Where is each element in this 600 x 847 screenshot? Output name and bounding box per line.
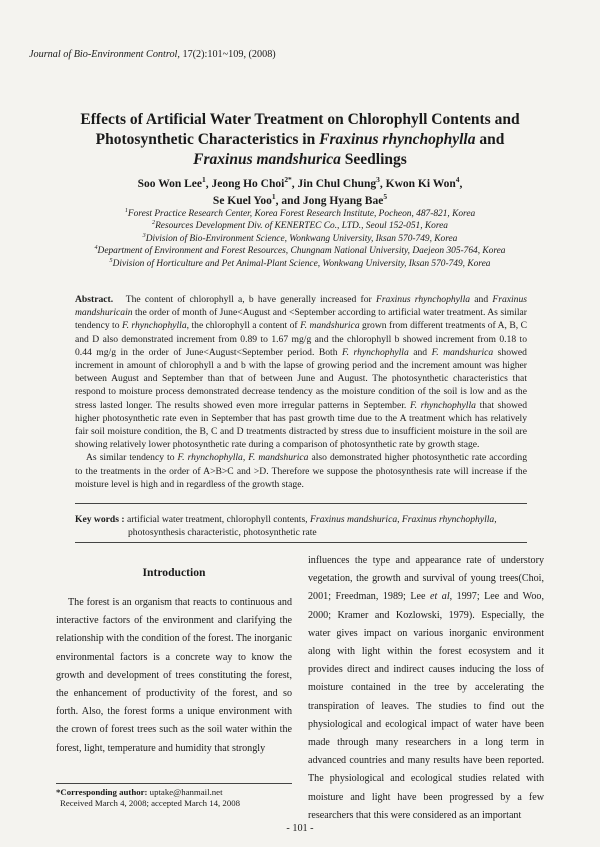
author-affiliation-mark: 1 xyxy=(271,192,276,202)
corresponding-author xyxy=(56,787,296,798)
affiliation xyxy=(20,220,580,232)
footnote-rule xyxy=(56,783,292,784)
title-line-2 xyxy=(40,130,560,150)
keyword-rule-top xyxy=(75,503,527,504)
author-name: Soo Won Lee xyxy=(137,178,202,190)
abstract-text: also demonstrated higher photosynthetic rate according to the treatments in the order of A>B>C and >D. Therefore we suppose the photosynthesis rate will increase if the moisture level is high and in regardless of the growth stage. xyxy=(75,452,527,490)
species-name: Fraxinus rhynchophylla xyxy=(401,514,495,525)
abstract-text: As similar tendency to xyxy=(86,452,178,464)
author-name: and Jong Hyang Bae xyxy=(281,195,384,207)
intro-paragraph xyxy=(56,594,292,758)
affiliation-text: Department of Environment and Forest Resources, Chungnam National University, Daejeon 305-764, Korea xyxy=(97,246,506,257)
affiliation-mark: 5 xyxy=(109,257,113,264)
species-name: Fraxinus rhynchophylla xyxy=(375,294,471,305)
species-name: Fraxinus mandshuricain xyxy=(75,294,527,319)
footnote xyxy=(56,787,296,809)
species-name: Fraxinus mandshurica xyxy=(309,514,398,525)
author-affiliation-mark: 4 xyxy=(455,175,460,185)
author-affiliation-mark: 3 xyxy=(376,175,380,185)
author-separator: , xyxy=(379,178,386,190)
affiliation xyxy=(20,245,580,257)
affiliation-text: Division of Horticulture and Pet Animal-Plant Science, Wonkwang University, Iksan 570-749, Korea xyxy=(112,258,491,269)
body-column-right xyxy=(308,552,544,825)
affiliation-mark: 1 xyxy=(124,207,128,214)
species-name: F. rhynchophylla xyxy=(342,346,409,358)
species-name: F. rhynchophylla xyxy=(177,452,243,464)
species-name: F. mandshurica xyxy=(300,320,360,332)
author-separator: , xyxy=(291,178,298,190)
affiliation-list xyxy=(20,208,580,270)
abstract-text: and xyxy=(408,346,432,358)
author-name: Kwon Ki Won xyxy=(385,178,456,190)
journal-header xyxy=(29,49,276,60)
affiliation-text: Resources Development Div. of KENERTEC Co., LTD., Seoul 152-051, Korea xyxy=(155,221,448,232)
affiliation xyxy=(20,208,580,220)
body-text: The forest is an organism that reacts to continuous and interactive factors of the environment and clarifying the relationship with the condition of the forest. The inorganic environmental factors is a concrete way to know the growth and development of trees constituting the forest, the enhancement of productivity of the forest, and so forth. Also, the forest forms a unique environment with the crown of forest trees such as the soil water within the forest, light, temperature and humidity that strongly xyxy=(56,597,292,754)
abstract-text: and xyxy=(470,294,493,305)
abstract-text: the order of month of June<August and <September according to artificial water treatment. As similar tendency to xyxy=(75,307,527,332)
title-line-3 xyxy=(40,150,560,170)
corresponding-author-label: *Corresponding author: xyxy=(56,787,148,797)
paper-title xyxy=(40,110,560,170)
species-name: F. rhynchophylla xyxy=(409,399,476,411)
author-separator: , xyxy=(459,178,463,190)
keywords-text: , xyxy=(397,514,402,525)
received-dates: Received March 4, 2008; accepted March 14, 2008 xyxy=(60,798,241,808)
author-separator: , xyxy=(275,195,282,207)
affiliation xyxy=(20,258,580,270)
title-species: Fraxinus mandshurica xyxy=(193,151,341,168)
page-number: - 101 - xyxy=(286,823,314,834)
keyword-rule-bottom xyxy=(75,542,527,543)
abstract-label: Abstract. xyxy=(75,294,114,305)
abstract-text: showed increment in amount of chlorophyll a and b with the lapse of growing period and the increment amount was higher between August and September than that of between June and August. The photosynthetic characteristics that respond to moisture process demonstrated decrease tendency as the moisture condition of the soil is low and as the stress lasted longer. The results showed even more irregular patterns in September. xyxy=(75,346,527,411)
author-affiliation-mark: 2* xyxy=(284,175,292,185)
section-heading-introduction: Introduction xyxy=(142,566,206,579)
keywords-label: Key words : xyxy=(75,514,125,525)
affiliation-text: Division of Bio-Environment Science, Wonkwang University, Iksan 570-749, Korea xyxy=(145,233,458,244)
species-name: F. mandshurica xyxy=(248,452,309,464)
author-list xyxy=(40,176,560,210)
affiliation-mark: 4 xyxy=(94,245,98,252)
abstract xyxy=(75,293,527,491)
abstract-text: that showed higher photosynthetic rate even in September that has past growth time due to the A treatment which has relatively fair soil moisture condition, the B, C and D treatments distracted by stress due to insufficient moisture in the soil are showing relatively lower photosynthetic rate during a comparison of photosynthetic rate by growth stage. xyxy=(75,399,527,451)
title-line-1: Effects of Artificial Water Treatment on Chlorophyll Contents and xyxy=(80,111,520,128)
keywords xyxy=(75,513,527,539)
affiliation-mark: 2 xyxy=(152,220,156,227)
abstract-text: , xyxy=(242,452,249,464)
title-species: Fraxinus rhynchophylla xyxy=(319,131,476,148)
species-name: et al xyxy=(429,591,450,603)
title-text: Seedlings xyxy=(340,151,407,168)
corresponding-author-email: uptake@hanmail.net xyxy=(147,787,223,797)
author-separator: , xyxy=(205,178,212,190)
journal-name: Journal of Bio-Environment Control, xyxy=(29,49,180,60)
author-line-1 xyxy=(40,176,560,193)
journal-citation: 17(2):101~109, (2008) xyxy=(182,49,276,60)
body-text: , 1997; Lee and Woo, 2000; Kramer and Kozlowski, 1979). Especially, the water gives impact on various inorganic environment along with light within the forest ecosystem and it provides direct and indirect causes inducing the loss of moisture contained in the tree by accelerating the transpiration of leaves. The studies to find out the physiological and ecological impact of water have been made through many researchers in a long term in advanced countries and many results have been reported. The physiological and ecological studies related with moisture and light have been progressed by a few researchers that this were considered as an important xyxy=(308,591,544,821)
abstract-text: grown from different treatments of A, B, C and D also demonstrated increment from 0.89 to 1.67 mg/g and the chlorophyll b showed increment from 0.18 to 0.44 mg/g in the order of June<August<September period. Both xyxy=(75,320,527,358)
author-name: Jin Chul Chung xyxy=(297,178,377,190)
body-column-left xyxy=(56,594,292,758)
keywords-text: artificial water treatment, chlorophyll contents, xyxy=(124,514,310,525)
affiliation-mark: 3 xyxy=(142,232,146,239)
intro-paragraph-continued xyxy=(308,552,544,825)
title-text: Photosynthetic Characteristics in xyxy=(95,131,320,148)
keywords-text: , photosynthesis characteristic, photosynthetic rate xyxy=(128,514,497,539)
abstract-text: The content of chlorophyll a, b have generally increased for xyxy=(125,294,376,305)
species-name: F. mandshurica xyxy=(431,346,494,358)
author-affiliation-mark: 5 xyxy=(383,192,388,202)
author-name: Jeong Ho Choi xyxy=(211,178,285,190)
abstract-paragraph-2 xyxy=(75,451,527,491)
abstract-text: , the chlorophyll a content of xyxy=(186,320,301,332)
body-text: influences the type and appearance rate of understory vegetation, the growth and survival of young trees(Choi, 2001; Freedman, 1989; Lee xyxy=(308,555,544,603)
affiliation-text: Forest Practice Research Center, Korea Forest Research Institute, Pocheon, 487-821, Korea xyxy=(127,209,476,219)
author-name: Se Kuel Yoo xyxy=(212,195,272,207)
affiliation xyxy=(20,233,580,245)
title-text: and xyxy=(475,131,505,148)
abstract-paragraph-1 xyxy=(75,293,527,451)
species-name: F. rhynchophylla xyxy=(121,320,187,332)
author-affiliation-mark: 1 xyxy=(201,175,206,185)
